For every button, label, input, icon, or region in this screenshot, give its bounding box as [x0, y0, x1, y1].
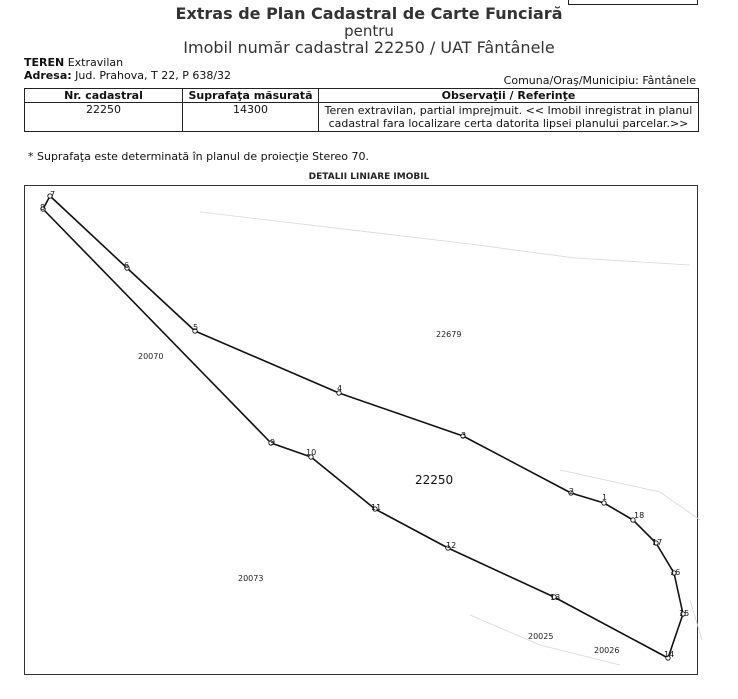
document-title-pentru: pentru — [344, 22, 394, 40]
comuna-label: Comuna/Oraş/Municipiu: Fântânele — [503, 74, 696, 87]
neighbor-label-22679: 22679 — [436, 330, 462, 339]
point-label-7: 7 — [50, 190, 56, 199]
background-boundaries — [200, 212, 702, 665]
point-label-18: 18 — [634, 511, 645, 520]
bg-line — [560, 470, 700, 520]
document-subtitle: Imobil număr cadastral 22250 / UAT Fântânele — [183, 38, 555, 57]
neighbor-label-20070: 20070 — [138, 352, 164, 361]
point-label-1: 1 — [602, 493, 608, 502]
cell-observatii: Teren extravilan, partial imprejmuit. << Imobil inregistrat in planul cadastral fara localizare certa datorita lipsei planului parcelar.>> — [319, 103, 699, 132]
parcel-vertices — [41, 194, 685, 660]
bg-line — [690, 600, 702, 640]
point-label-14: 14 — [664, 650, 675, 659]
projection-note: * Suprafaţa este determinată în planul de proiecţie Stereo 70. — [28, 150, 370, 163]
point-label-12: 12 — [446, 541, 457, 550]
point-label-5: 5 — [193, 323, 199, 332]
bg-line — [200, 212, 690, 265]
point-label-17: 17 — [652, 538, 663, 547]
point-label-9: 9 — [270, 438, 276, 447]
plan-title: DETALII LINIARE IMOBIL — [308, 172, 430, 182]
point-label-6: 6 — [124, 261, 130, 270]
point-label-3: 3 — [461, 431, 467, 440]
point-label-13: 13 — [550, 593, 561, 602]
neighbor-label-20026: 20026 — [594, 646, 620, 655]
parcel-id-label: 22250 — [415, 473, 454, 487]
point-label-2: 2 — [569, 487, 575, 496]
point-label-15: 15 — [679, 609, 690, 618]
cell-suprafata: 14300 — [183, 103, 319, 132]
header-observatii: Observaţii / Referinţe — [319, 89, 699, 103]
adresa-value: Jud. Prahova, T 22, P 638/32 — [75, 69, 232, 82]
point-label-11: 11 — [371, 503, 382, 512]
point-label-4: 4 — [337, 384, 343, 393]
teren-label: TEREN — [24, 56, 65, 69]
header-suprafata: Suprafaţa măsurată — [183, 89, 319, 103]
point-label-8: 8 — [40, 203, 46, 212]
cell-nr-cadastral: 22250 — [25, 103, 183, 132]
adresa-label: Adresa: — [24, 69, 72, 82]
teren-value: Extravilan — [67, 56, 124, 69]
neighbor-label-20025: 20025 — [528, 632, 554, 641]
neighbor-label-20073: 20073 — [238, 574, 264, 583]
point-label-10: 10 — [306, 448, 317, 457]
header-nr-cadastral: Nr. cadastral — [25, 89, 183, 103]
document-title: Extras de Plan Cadastral de Carte Funciară — [175, 4, 563, 23]
point-label-16: 16 — [670, 568, 681, 577]
parcel-outline — [43, 196, 683, 658]
